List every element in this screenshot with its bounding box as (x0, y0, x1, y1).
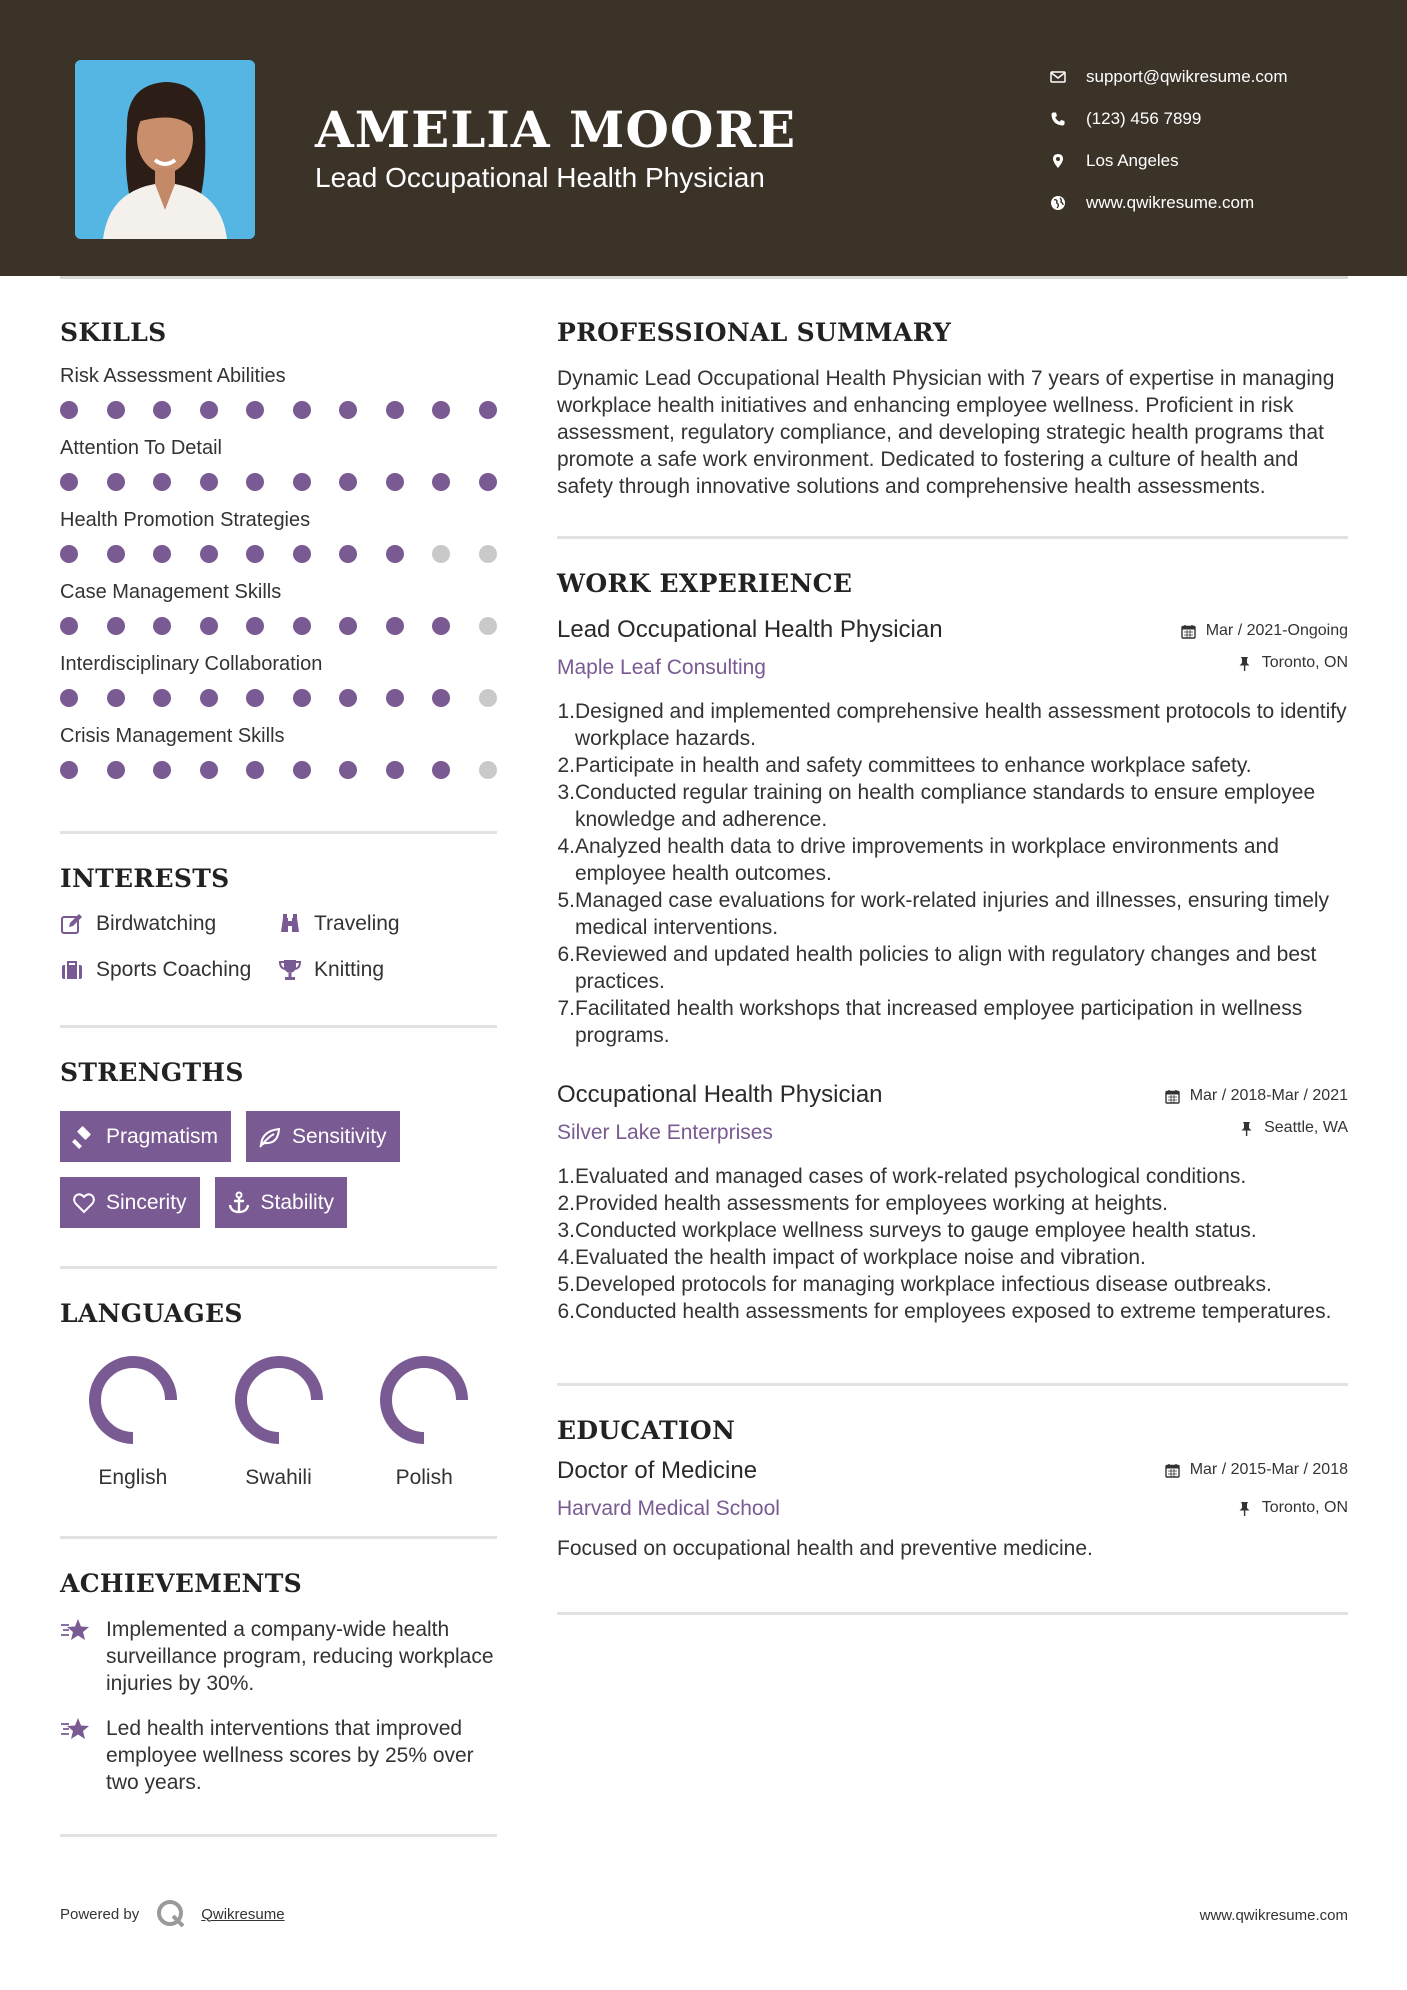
education-school: Harvard Medical School (557, 1497, 780, 1520)
footer-website[interactable]: www.qwikresume.com (1199, 1907, 1348, 1924)
job-title: Occupational Health Physician (557, 1081, 883, 1108)
gavel-icon (72, 1125, 96, 1149)
interest-label: Sports Coaching (96, 958, 252, 981)
pushpin-icon (1239, 1121, 1254, 1136)
bullet-text: Reviewed and updated health policies to align with regulatory changes and best practices. (575, 943, 1317, 993)
strength-label: Stability (260, 1190, 335, 1214)
contact-list (1050, 56, 1390, 224)
rating-dot (200, 473, 218, 491)
contact-phone-text: (123) 456 7899 (1086, 109, 1202, 128)
rating-dot (200, 401, 218, 419)
strength-label: Sincerity (106, 1190, 187, 1214)
job-title: Lead Occupational Health Physician (557, 616, 943, 643)
resume-header (0, 0, 1407, 276)
job-dates (1165, 1085, 1348, 1107)
job-location-text: Seattle, WA (1264, 1119, 1348, 1136)
bullet-number: 4. (557, 1246, 575, 1269)
contact-email-text: support@qwikresume.com (1086, 67, 1288, 86)
rating-dot (246, 761, 264, 779)
rating-dot (432, 761, 450, 779)
rating-dot (386, 689, 404, 707)
language-level-arc (85, 1352, 181, 1448)
rating-dot (339, 617, 357, 635)
strength-badge (246, 1111, 400, 1162)
star-icon (60, 1616, 106, 1697)
achievement-text: Implemented a company-wide health surveillance program, reducing workplace injuries by 30%. (106, 1618, 494, 1695)
job-dates-text: Mar / 2018-Mar / 2021 (1189, 1087, 1348, 1104)
leaf-icon (258, 1125, 282, 1149)
achievement-item (60, 1715, 497, 1796)
rating-dot (107, 545, 125, 563)
interest-label: Knitting (314, 958, 385, 981)
rating-dot (479, 473, 497, 491)
contact-location (1050, 140, 1390, 182)
language-arc-fill (95, 1362, 171, 1438)
rating-dot (339, 545, 357, 563)
pushpin-icon (1237, 656, 1252, 671)
bullet-number: 7. (557, 997, 575, 1020)
rating-dot (153, 761, 171, 779)
section-divider (557, 1383, 1348, 1386)
trophy-icon (278, 958, 314, 982)
interest-label: Birdwatching (96, 912, 217, 935)
language-level-arc (231, 1352, 327, 1448)
section-divider (60, 1536, 497, 1539)
rating-dot (339, 473, 357, 491)
pushpin-icon (1237, 1501, 1252, 1516)
heart-icon (72, 1191, 96, 1215)
bullet-number: 2. (557, 1192, 575, 1215)
interest-item (278, 911, 497, 937)
achievements-title: ACHIEVEMENTS (60, 1569, 302, 1598)
language-level-arc (376, 1352, 472, 1448)
section-divider (60, 831, 497, 834)
qwikresume-logo-icon (155, 1898, 187, 1930)
bullet-text: Conducted health assessments for employees exposed to extreme temperatures. (575, 1300, 1332, 1323)
language-item (60, 1352, 206, 1490)
skill-name: Attention To Detail (60, 437, 222, 459)
rating-dot (60, 545, 78, 563)
rating-dot (479, 401, 497, 419)
strength-label: Pragmatism (106, 1124, 219, 1148)
rating-dot (386, 545, 404, 563)
bullet-number: 2. (557, 754, 575, 777)
rating-dot (246, 689, 264, 707)
candidate-title: Lead Occupational Health Physician (315, 162, 765, 193)
strengths-section (60, 1058, 497, 1228)
skill-rating (60, 761, 497, 779)
skill-name: Risk Assessment Abilities (60, 365, 286, 387)
section-divider (60, 1025, 497, 1028)
languages-section (60, 1299, 497, 1490)
email-icon (1050, 69, 1086, 85)
briefcase-icon (60, 958, 96, 982)
job-location (1165, 1117, 1348, 1139)
job-bullets (557, 698, 1348, 1049)
rating-dot (479, 617, 497, 635)
rating-dot (339, 761, 357, 779)
skills-list (60, 365, 497, 779)
bullet-text: Managed case evaluations for work-related injuries and illnesses, ensuring timely medical interventions. (575, 889, 1330, 939)
job-company: Maple Leaf Consulting (557, 656, 766, 679)
rating-dot (153, 401, 171, 419)
language-arc-fill (386, 1362, 462, 1438)
rating-dot (479, 761, 497, 779)
profile-photo-illustration (75, 60, 255, 239)
job-bullet (557, 1244, 1348, 1271)
job-header (557, 1081, 1348, 1145)
experience-section (557, 569, 1348, 1325)
interest-item (60, 957, 278, 983)
rating-dot (339, 401, 357, 419)
rating-dot (200, 761, 218, 779)
rating-dot (246, 401, 264, 419)
rating-dot (432, 401, 450, 419)
education-location (1165, 1497, 1348, 1519)
section-divider (60, 1834, 497, 1837)
job-dates-text: Mar / 2021-Ongoing (1205, 622, 1348, 639)
rating-dot (432, 473, 450, 491)
bullet-text: Provided health assessments for employees working at heights. (575, 1192, 1168, 1215)
rating-dot (153, 545, 171, 563)
bullet-text: Participate in health and safety committees to enhance workplace safety. (575, 754, 1252, 777)
job-dates (1181, 620, 1348, 642)
binoculars-icon (278, 912, 314, 936)
bullet-number: 5. (557, 889, 575, 912)
job-location-text: Toronto, ON (1261, 654, 1348, 671)
rating-dot (60, 401, 78, 419)
contact-website[interactable] (1050, 182, 1390, 224)
bullet-text: Evaluated and managed cases of work-related psychological conditions. (575, 1165, 1247, 1188)
rating-dot (386, 473, 404, 491)
bullet-number: 5. (557, 1273, 575, 1296)
rating-dot (293, 617, 311, 635)
bullet-number: 4. (557, 835, 575, 858)
education-dates-text: Mar / 2015-Mar / 2018 (1189, 1461, 1348, 1478)
contact-email[interactable] (1050, 56, 1390, 98)
rating-dot (293, 473, 311, 491)
job-bullet (557, 752, 1348, 779)
rating-dot (432, 689, 450, 707)
job-location (1181, 652, 1348, 674)
strengths-list (60, 1111, 497, 1228)
strength-badge (215, 1177, 348, 1228)
achievement-text: Led health interventions that improved employee wellness scores by 25% over two years. (106, 1717, 474, 1794)
bullet-number: 3. (557, 781, 575, 804)
job-bullet (557, 833, 1348, 887)
section-divider (557, 1612, 1348, 1615)
rating-dot (153, 473, 171, 491)
job-entry (557, 1081, 1348, 1325)
skill-name: Health Promotion Strategies (60, 509, 311, 531)
job-bullet (557, 1217, 1348, 1244)
profile-photo (75, 60, 255, 239)
education-section (557, 1416, 1348, 1562)
left-column (60, 318, 497, 1837)
skill-rating (60, 545, 497, 563)
bullet-number: 3. (557, 1219, 575, 1242)
experience-title: WORK EXPERIENCE (557, 569, 853, 598)
footer-powered-by (60, 1898, 285, 1930)
bullet-number: 6. (557, 943, 575, 966)
rating-dot (153, 689, 171, 707)
rating-dot (386, 761, 404, 779)
rating-dot (293, 545, 311, 563)
skills-section (60, 318, 497, 779)
contact-location-text: Los Angeles (1086, 151, 1179, 170)
achievement-item (60, 1616, 497, 1697)
bullet-text: Evaluated the health impact of workplace noise and vibration. (575, 1246, 1146, 1269)
rating-dot (107, 761, 125, 779)
job-bullet (557, 1271, 1348, 1298)
skill-rating (60, 401, 497, 419)
rating-dot (107, 617, 125, 635)
education-description: Focused on occupational health and preventive medicine. (557, 1537, 1093, 1560)
interest-label: Traveling (314, 912, 400, 935)
rating-dot (107, 473, 125, 491)
bullet-text: Conducted regular training on health compliance standards to ensure employee knowledge and adherence. (575, 781, 1316, 831)
education-degree: Doctor of Medicine (557, 1457, 758, 1484)
bullet-text: Analyzed health data to drive improvements in workplace environments and employee health outcomes. (575, 835, 1279, 885)
bullet-text: Conducted workplace wellness surveys to gauge employee health status. (575, 1219, 1257, 1242)
rating-dot (200, 617, 218, 635)
rating-dot (339, 689, 357, 707)
language-name: Polish (395, 1466, 453, 1489)
rating-dot (107, 689, 125, 707)
powered-by-text: Powered by (60, 1905, 140, 1923)
right-column (557, 318, 1348, 1615)
job-bullet (557, 941, 1348, 995)
summary-section (557, 318, 1348, 500)
rating-dot (246, 473, 264, 491)
bullet-text: Facilitated health workshops that increased employee participation in wellness programs. (575, 997, 1303, 1047)
education-location-text: Toronto, ON (1261, 1499, 1348, 1516)
section-divider (557, 536, 1348, 539)
contact-website-text: www.qwikresume.com (1086, 193, 1255, 212)
job-bullets (557, 1163, 1348, 1325)
language-item (206, 1352, 352, 1490)
rating-dot (386, 401, 404, 419)
summary-title: PROFESSIONAL SUMMARY (557, 318, 952, 347)
education-header (557, 1457, 1348, 1521)
interests-list (60, 911, 497, 983)
rating-dot (60, 617, 78, 635)
skills-title: SKILLS (60, 318, 167, 347)
language-arc-fill (241, 1362, 317, 1438)
rating-dot (200, 545, 218, 563)
interests-title: INTERESTS (60, 864, 230, 893)
job-bullet (557, 995, 1348, 1049)
rating-dot (246, 545, 264, 563)
rating-dot (60, 761, 78, 779)
location-pin-icon (1050, 153, 1086, 169)
languages-list (60, 1352, 497, 1490)
rating-dot (293, 401, 311, 419)
rating-dot (293, 761, 311, 779)
contact-phone[interactable] (1050, 98, 1390, 140)
skill-rating (60, 617, 497, 635)
rating-dot (107, 401, 125, 419)
skill-name: Case Management Skills (60, 581, 282, 603)
rating-dot (153, 617, 171, 635)
anchor-icon (227, 1191, 251, 1215)
calendar-icon (1165, 1463, 1180, 1478)
interest-item (278, 957, 497, 983)
strength-badge (60, 1177, 200, 1228)
interest-item (60, 911, 278, 937)
candidate-name: AMELIA MOORE (315, 100, 797, 159)
strength-label: Sensitivity (292, 1124, 387, 1148)
education-dates (1165, 1459, 1348, 1481)
rating-dot (246, 617, 264, 635)
bullet-text: Designed and implemented comprehensive health assessment protocols to identify workplace hazards. (575, 700, 1347, 750)
header-divider (60, 276, 1348, 279)
phone-icon (1050, 111, 1086, 127)
achievements-section (60, 1569, 497, 1796)
language-item (351, 1352, 497, 1490)
job-header (557, 616, 1348, 680)
job-bullet (557, 1163, 1348, 1190)
rating-dot (60, 689, 78, 707)
job-bullet (557, 1298, 1348, 1325)
languages-title: LANGUAGES (60, 1299, 243, 1328)
skill-name: Crisis Management Skills (60, 725, 285, 747)
rating-dot (479, 545, 497, 563)
skill-name: Interdisciplinary Collaboration (60, 653, 323, 675)
job-bullet (557, 698, 1348, 752)
job-bullet (557, 887, 1348, 941)
summary-text: Dynamic Lead Occupational Health Physician with 7 years of expertise in managing workplace health initiatives and enhancing employee wellness. Proficient in risk assessment, regulatory compliance, and developing strategic health programs that promote a safe work environment. Dedicated to fostering a culture of health and safety through innovative solutions and comprehensive health assessments. (557, 367, 1335, 498)
bullet-number: 6. (557, 1300, 575, 1323)
interests-section (60, 864, 497, 983)
rating-dot (386, 617, 404, 635)
bullet-text: Developed protocols for managing workplace infectious disease outbreaks. (575, 1273, 1272, 1296)
brand-link[interactable]: Qwikresume (201, 1905, 285, 1923)
job-entry (557, 616, 1348, 1049)
edit-icon (60, 912, 96, 936)
strength-badge (60, 1111, 231, 1162)
globe-icon (1050, 195, 1086, 211)
skill-rating (60, 473, 497, 491)
section-divider (60, 1266, 497, 1269)
education-title: EDUCATION (557, 1416, 736, 1445)
calendar-icon (1181, 624, 1196, 639)
rating-dot (479, 689, 497, 707)
language-name: English (98, 1466, 168, 1489)
job-bullet (557, 1190, 1348, 1217)
language-name: Swahili (245, 1466, 312, 1489)
bullet-number: 1. (557, 700, 575, 723)
job-company: Silver Lake Enterprises (557, 1121, 773, 1144)
job-bullet (557, 779, 1348, 833)
rating-dot (200, 689, 218, 707)
calendar-icon (1165, 1089, 1180, 1104)
rating-dot (432, 617, 450, 635)
skill-rating (60, 689, 497, 707)
strengths-title: STRENGTHS (60, 1058, 244, 1087)
bullet-number: 1. (557, 1165, 575, 1188)
rating-dot (432, 545, 450, 563)
rating-dot (293, 689, 311, 707)
star-icon (60, 1715, 106, 1796)
rating-dot (60, 473, 78, 491)
